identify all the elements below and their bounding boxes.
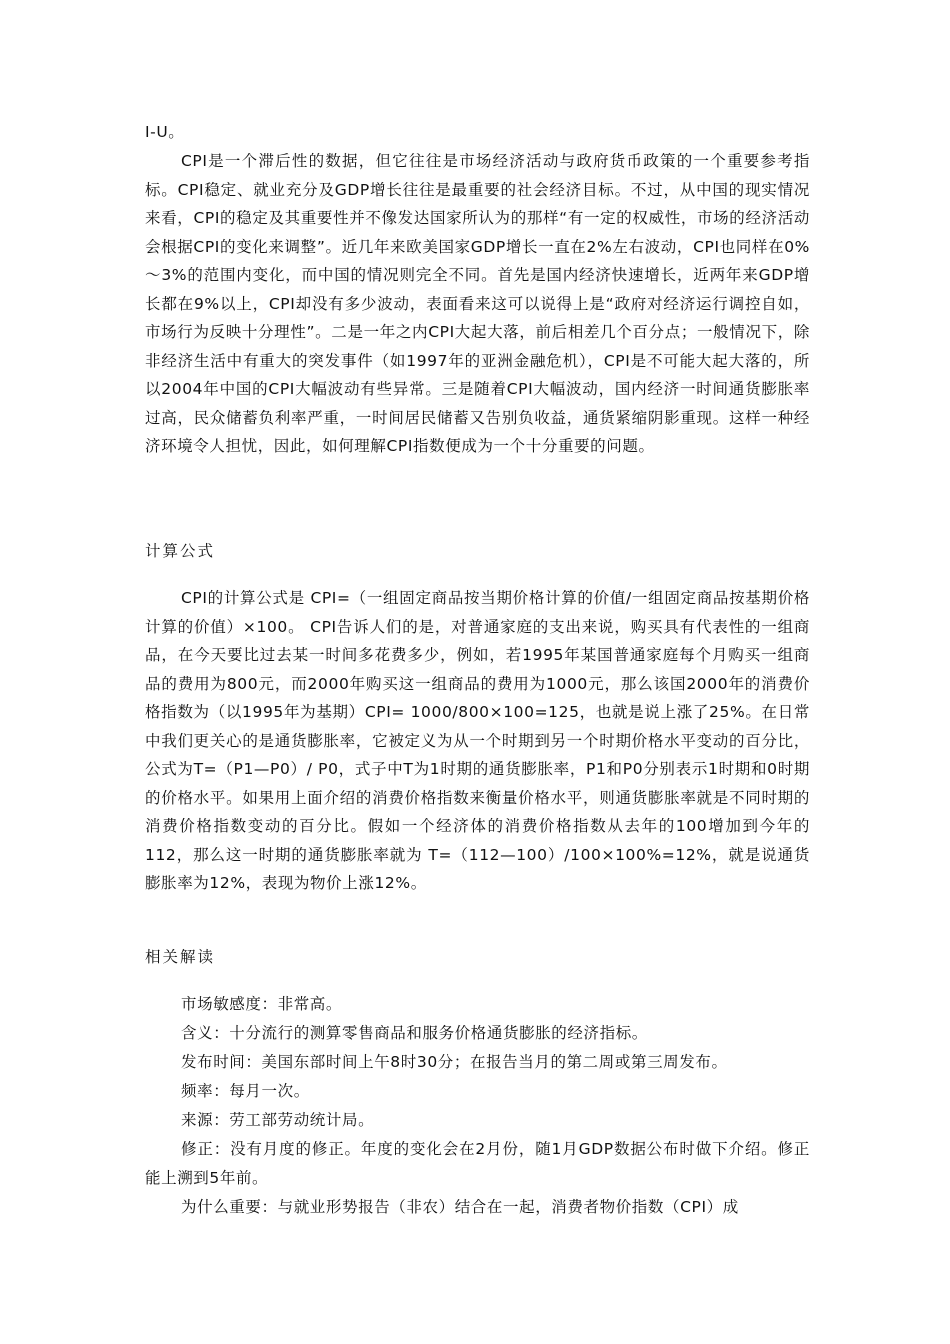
paragraph-text: CPI是一个滞后性的数据，但它往往是市场经济活动与政府货币政策的一个重要参考指标。CPI稳定、就业充分及GDP增长往往是最重要的社会经济目标。不过，从中国的现实情况来看，CPI的稳定及其重要性并不像发达国家所认为的那样“有一定的权威性，市场的经济活动会根据CPI的变化来调整”。近几年来欧美国家GDP增长一直在2%左右波动，CPI也同样在0%～3%的范围内变化，而中国的情况则完全不同。首先是国内经济快速增长，近两年来GDP增长都在9%以上，CPI却没有多少波动，表面看来这可以说得上是“政府对经济运行调控自如，市场行为反映十分理性”。二是一年之内CPI大起大落，前后相差几个百分点；一般情况下，除非经济生活中有重大的突发事件（如1997年的亚洲金融危机），CPI是不可能大起大落的，所以2004年中国的CPI大幅波动有些异常。三是随着CPI大幅波动，国内经济一时间通货膨胀率过高，民众储蓄负利率严重，一时间居民储蓄又告别负收益，通货紧缩阴影重现。这样一种经济环境令人担忧，因此，如何理解CPI指数便成为一个十分重要的问题。 (145, 152, 810, 455)
paragraph-text: CPI的计算公式是 CPI=（一组固定商品按当期价格计算的价值/一组固定商品按基期价格计算的价值）×100。 CPI告诉人们的是，对普通家庭的支出来说，购买具有代表性的一组商品，在今天要比过去某一时间多花费多少，例如，若1995年某国普通家庭每个月购买一组商品的费用为800元，而2000年购买这一组商品的费用为1000元，那么该国2000年的消费价格指数为（以1995年为基期）CPI= 1000/800×100=125，也就是说上涨了25%。在日常中我们更关心的是通货膨胀率，它被定义为从一个时期到另一个时期价格水平变动的百分比，公式为T=（P1—P0）/ P0，式子中T为1时期的通货膨胀率，P1和P0分别表示1时期和0时期的价格水平。如果用上面介绍的消费价格指数来衡量价格水平，则通货膨胀率就是不同时期的消费价格指数变动的百分比。假如一个经济体的消费价格指数从去年的100增加到今年的112，那么这一时期的通货膨胀率就为 T=（112—100）/100×100%=12%，就是说通货膨胀率为12%，表现为物价上涨12%。 (145, 589, 810, 892)
section-heading-formula (145, 537, 810, 565)
paragraph-cpi-overview (145, 147, 810, 461)
list-item: 为什么重要：与就业形势报告（非农）结合在一起，消费者物价指数（CPI）成 (181, 1198, 739, 1216)
intro-fragment: I-U。 (145, 123, 185, 141)
intro-fragment-block (145, 118, 810, 147)
related-list (145, 990, 810, 1222)
paragraph-cpi-formula (145, 584, 810, 898)
section-heading-related (145, 943, 810, 971)
heading-text: 相关解读 (145, 948, 216, 966)
heading-text: 计算公式 (145, 542, 216, 560)
list-item: 来源：劳工部劳动统计局。 (181, 1111, 375, 1129)
list-item: 修正：没有月度的修正。年度的变化会在2月份，随1月GDP数据公布时做下介绍。修正能上溯到5年前。 (145, 1140, 810, 1187)
list-item: 含义：十分流行的测算零售商品和服务价格通货膨胀的经济指标。 (181, 1024, 648, 1042)
list-item: 频率：每月一次。 (181, 1082, 310, 1100)
list-item: 市场敏感度：非常高。 (181, 995, 343, 1013)
list-item: 发布时间：美国东部时间上午8时30分；在报告当月的第二周或第三周发布。 (181, 1053, 728, 1071)
